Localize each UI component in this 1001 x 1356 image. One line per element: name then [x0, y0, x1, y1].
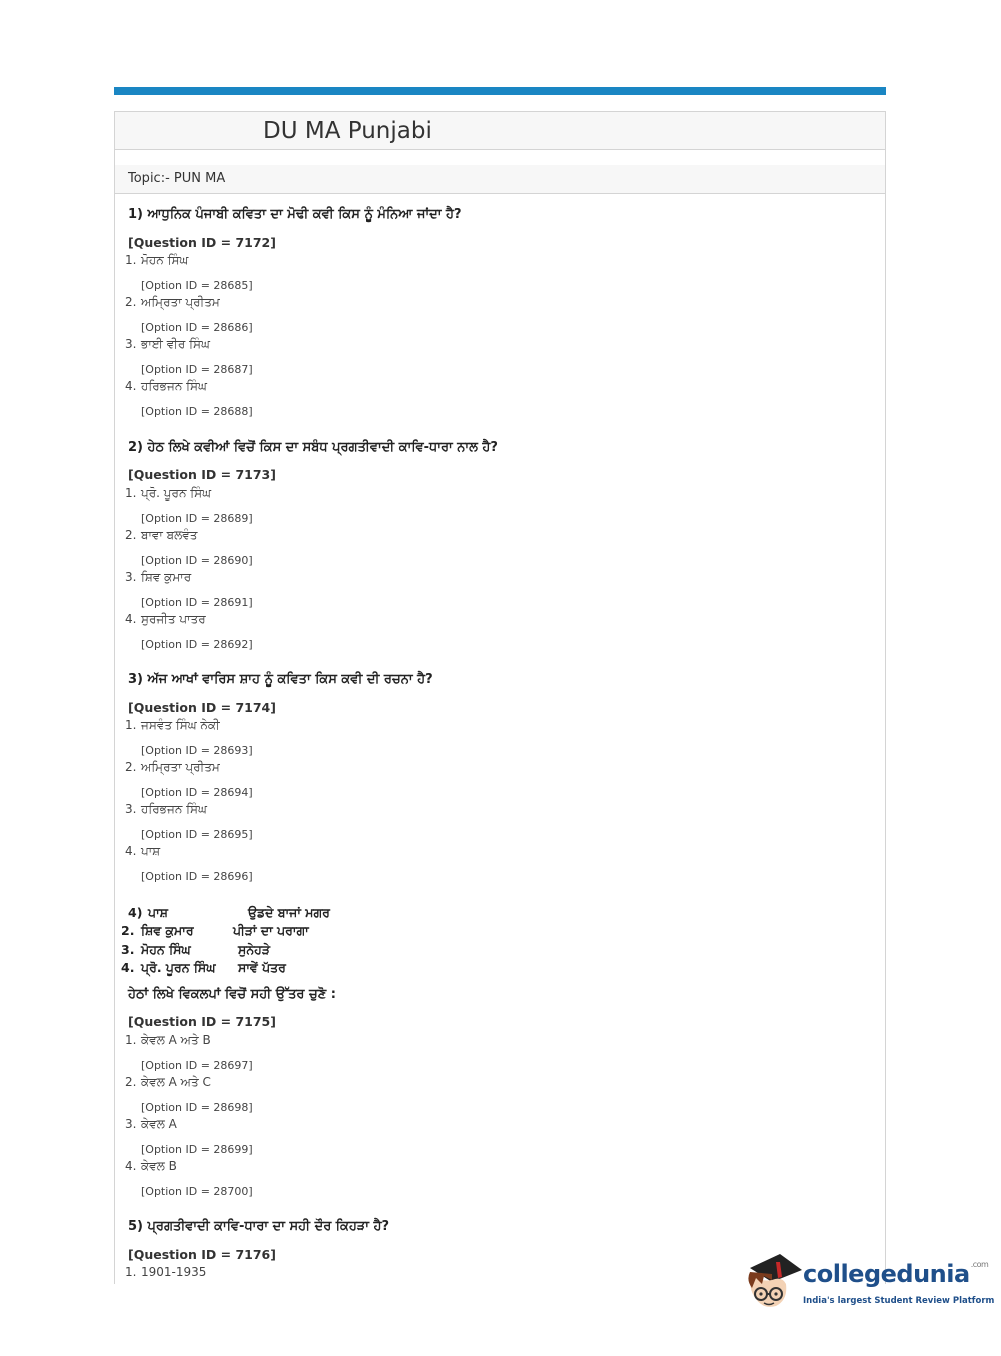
- option-text: ਪ੍ਰੋ. ਪੂਰਨ ਸਿੰਘ: [141, 486, 212, 500]
- option-id: [Option ID = 28686]: [141, 321, 253, 334]
- option-text: ਕੇਵਲ A ਅਤੇ C: [141, 1075, 211, 1089]
- option-id: [Option ID = 28698]: [141, 1101, 253, 1114]
- option-item: [125, 1117, 177, 1132]
- match-right: ਸੁਨੇਹੜੇ: [238, 942, 270, 957]
- option-id: [Option ID = 28690]: [141, 554, 253, 567]
- option-number: 3.: [125, 1117, 137, 1131]
- option-number: 4.: [125, 612, 137, 626]
- option-id: [Option ID = 28700]: [141, 1185, 253, 1198]
- option-id: [Option ID = 28685]: [141, 279, 253, 292]
- brand-suffix: .com: [970, 1260, 989, 1269]
- option-number: 4.: [125, 379, 137, 393]
- question-text: 3) ਅੱਜ ਆਖਾਂ ਵਾਰਿਸ ਸ਼ਾਹ ਨੂੰ ਕਵਿਤਾ ਕਿਸ ਕਵੀ ਦੀ ਰਚਨਾ ਹੈ?: [128, 672, 433, 687]
- option-text: ਕੇਵਲ A ਅਤੇ B: [141, 1033, 211, 1047]
- option-text: ਭਾਈ ਵੀਰ ਸਿੰਘ: [141, 337, 210, 351]
- option-id: [Option ID = 28691]: [141, 596, 253, 609]
- option-id: [Option ID = 28697]: [141, 1059, 253, 1072]
- option-number: 1.: [125, 1033, 137, 1047]
- question-id: [Question ID = 7175]: [128, 1014, 276, 1029]
- match-right: ਸਾਵੇਂ ਪੱਤਰ: [238, 960, 286, 975]
- option-text: ਸੁਰਜੀਤ ਪਾਤਰ: [141, 612, 206, 626]
- match-index: 4): [128, 905, 143, 920]
- option-text: ਹਰਿਭਜਨ ਸਿੰਘ: [141, 802, 207, 816]
- question-id: [Question ID = 7173]: [128, 467, 276, 482]
- option-item: [125, 802, 207, 817]
- option-item: [125, 528, 197, 543]
- question-id: [Question ID = 7172]: [128, 235, 276, 250]
- option-text: ਬਾਵਾ ਬਲਵੰਤ: [141, 528, 198, 542]
- match-right: ਉਡਦੇ ਬਾਜਾਂ ਮਗਰ: [248, 905, 330, 920]
- option-id: [Option ID = 28687]: [141, 363, 253, 376]
- question-text: 2) ਹੇਠ ਲਿਖੇ ਕਵੀਆਂ ਵਿਚੋਂ ਕਿਸ ਦਾ ਸਬੰਧ ਪ੍ਰਗਤੀਵਾਦੀ ਕਾਵਿ-ਧਾਰਾ ਨਾਲ ਹੈ?: [128, 440, 498, 455]
- option-text: 1901-1935: [141, 1265, 207, 1279]
- option-id: [Option ID = 28694]: [141, 786, 253, 799]
- option-id: [Option ID = 28688]: [141, 405, 253, 418]
- match-row: [0, 923, 1001, 941]
- option-number: 1.: [125, 253, 137, 267]
- title-panel: [114, 111, 886, 150]
- option-id: [Option ID = 28689]: [141, 512, 253, 525]
- top-accent-bar: [114, 87, 886, 95]
- match-left: ਪ੍ਰੋ. ਪੂਰਨ ਸਿੰਘ: [141, 960, 216, 975]
- option-text: ਅਮ੍ਰਿਤਾ ਪ੍ਰੀਤਮ: [141, 760, 220, 774]
- option-number: 2.: [125, 1075, 137, 1089]
- option-item: [125, 379, 207, 394]
- option-number: 4.: [125, 844, 137, 858]
- option-item: [125, 295, 220, 310]
- match-right: ਪੀੜਾਂ ਦਾ ਪਰਾਗਾ: [233, 923, 309, 938]
- option-text: ਮੋਹਨ ਸਿੰਘ: [141, 253, 189, 267]
- option-number: 2.: [125, 528, 137, 542]
- option-id: [Option ID = 28699]: [141, 1143, 253, 1156]
- brand-name-text: collegedunia: [803, 1260, 970, 1288]
- question-text: ਹੇਠਾਂ ਲਿਖੇ ਵਿਕਲਪਾਂ ਵਿਚੋਂ ਸਹੀ ਉੱਤਰ ਚੁਣੋ :: [128, 987, 336, 1002]
- option-number: 3.: [125, 337, 137, 351]
- option-item: [125, 1033, 211, 1048]
- match-left: ਮੋਹਨ ਸਿੰਘ: [141, 942, 191, 957]
- match-row: [0, 905, 1001, 923]
- option-number: 1.: [125, 486, 137, 500]
- option-item: [125, 570, 191, 585]
- page-title: DU MA Punjabi: [263, 118, 432, 144]
- header-spacer: [114, 148, 886, 166]
- match-left: ਪਾਸ਼: [148, 905, 168, 920]
- option-id: [Option ID = 28692]: [141, 638, 253, 651]
- question-id: [Question ID = 7174]: [128, 700, 276, 715]
- collegedunia-logo[interactable]: [742, 1250, 995, 1320]
- option-item: [125, 1159, 177, 1174]
- option-text: ਜਸਵੰਤ ਸਿੰਘ ਨੇਕੀ: [141, 718, 220, 732]
- question-text: 5) ਪ੍ਰਗਤੀਵਾਦੀ ਕਾਵਿ-ਧਾਰਾ ਦਾ ਸਹੀ ਦੌਰ ਕਿਹੜਾ ਹੈ?: [128, 1219, 390, 1234]
- option-number: 1.: [125, 718, 137, 732]
- option-text: ਹਰਿਭਜਨ ਸਿੰਘ: [141, 379, 207, 393]
- match-index: 2.: [121, 923, 135, 938]
- option-item: [125, 1265, 206, 1279]
- option-item: [125, 337, 210, 352]
- option-number: 2.: [125, 760, 137, 774]
- option-text: ਕੇਵਲ B: [141, 1159, 177, 1173]
- question-id: [Question ID = 7176]: [128, 1247, 276, 1262]
- option-number: 4.: [125, 1159, 137, 1173]
- option-text: ਪਾਸ਼: [141, 844, 161, 858]
- option-item: [125, 844, 160, 859]
- option-id: [Option ID = 28695]: [141, 828, 253, 841]
- question-text: 1) ਆਧੁਨਿਕ ਪੰਜਾਬੀ ਕਵਿਤਾ ਦਾ ਮੋਢੀ ਕਵੀ ਕਿਸ ਨੂੰ ਮੰਨਿਆ ਜਾਂਦਾ ਹੈ?: [128, 207, 462, 222]
- option-item: [125, 1075, 211, 1090]
- option-number: 1.: [125, 1265, 137, 1279]
- option-text: ਕੇਵਲ A: [141, 1117, 177, 1131]
- option-id: [Option ID = 28696]: [141, 870, 253, 883]
- option-id: [Option ID = 28693]: [141, 744, 253, 757]
- mascot-icon: [742, 1250, 804, 1316]
- option-text: ਅਮ੍ਰਿਤਾ ਪ੍ਰੀਤਮ: [141, 295, 220, 309]
- topic-panel: [114, 165, 886, 194]
- match-index: 4.: [121, 960, 135, 975]
- option-number: 3.: [125, 802, 137, 816]
- option-text: ਸ਼ਿਵ ਕੁਮਾਰ: [141, 570, 192, 584]
- match-row: [0, 942, 1001, 960]
- option-item: [125, 760, 220, 775]
- match-row: [0, 960, 1001, 978]
- topic-label: Topic:- PUN MA: [128, 171, 226, 186]
- option-number: 3.: [125, 570, 137, 584]
- match-left: ਸ਼ਿਵ ਕੁਮਾਰ: [141, 923, 194, 938]
- option-item: [125, 612, 206, 627]
- option-number: 2.: [125, 295, 137, 309]
- match-index: 3.: [121, 942, 135, 957]
- option-item: [125, 718, 220, 733]
- brand-tagline: India's largest Student Review Platform: [803, 1296, 995, 1306]
- brand-name: [803, 1260, 988, 1288]
- option-item: [125, 486, 211, 501]
- option-item: [125, 253, 188, 268]
